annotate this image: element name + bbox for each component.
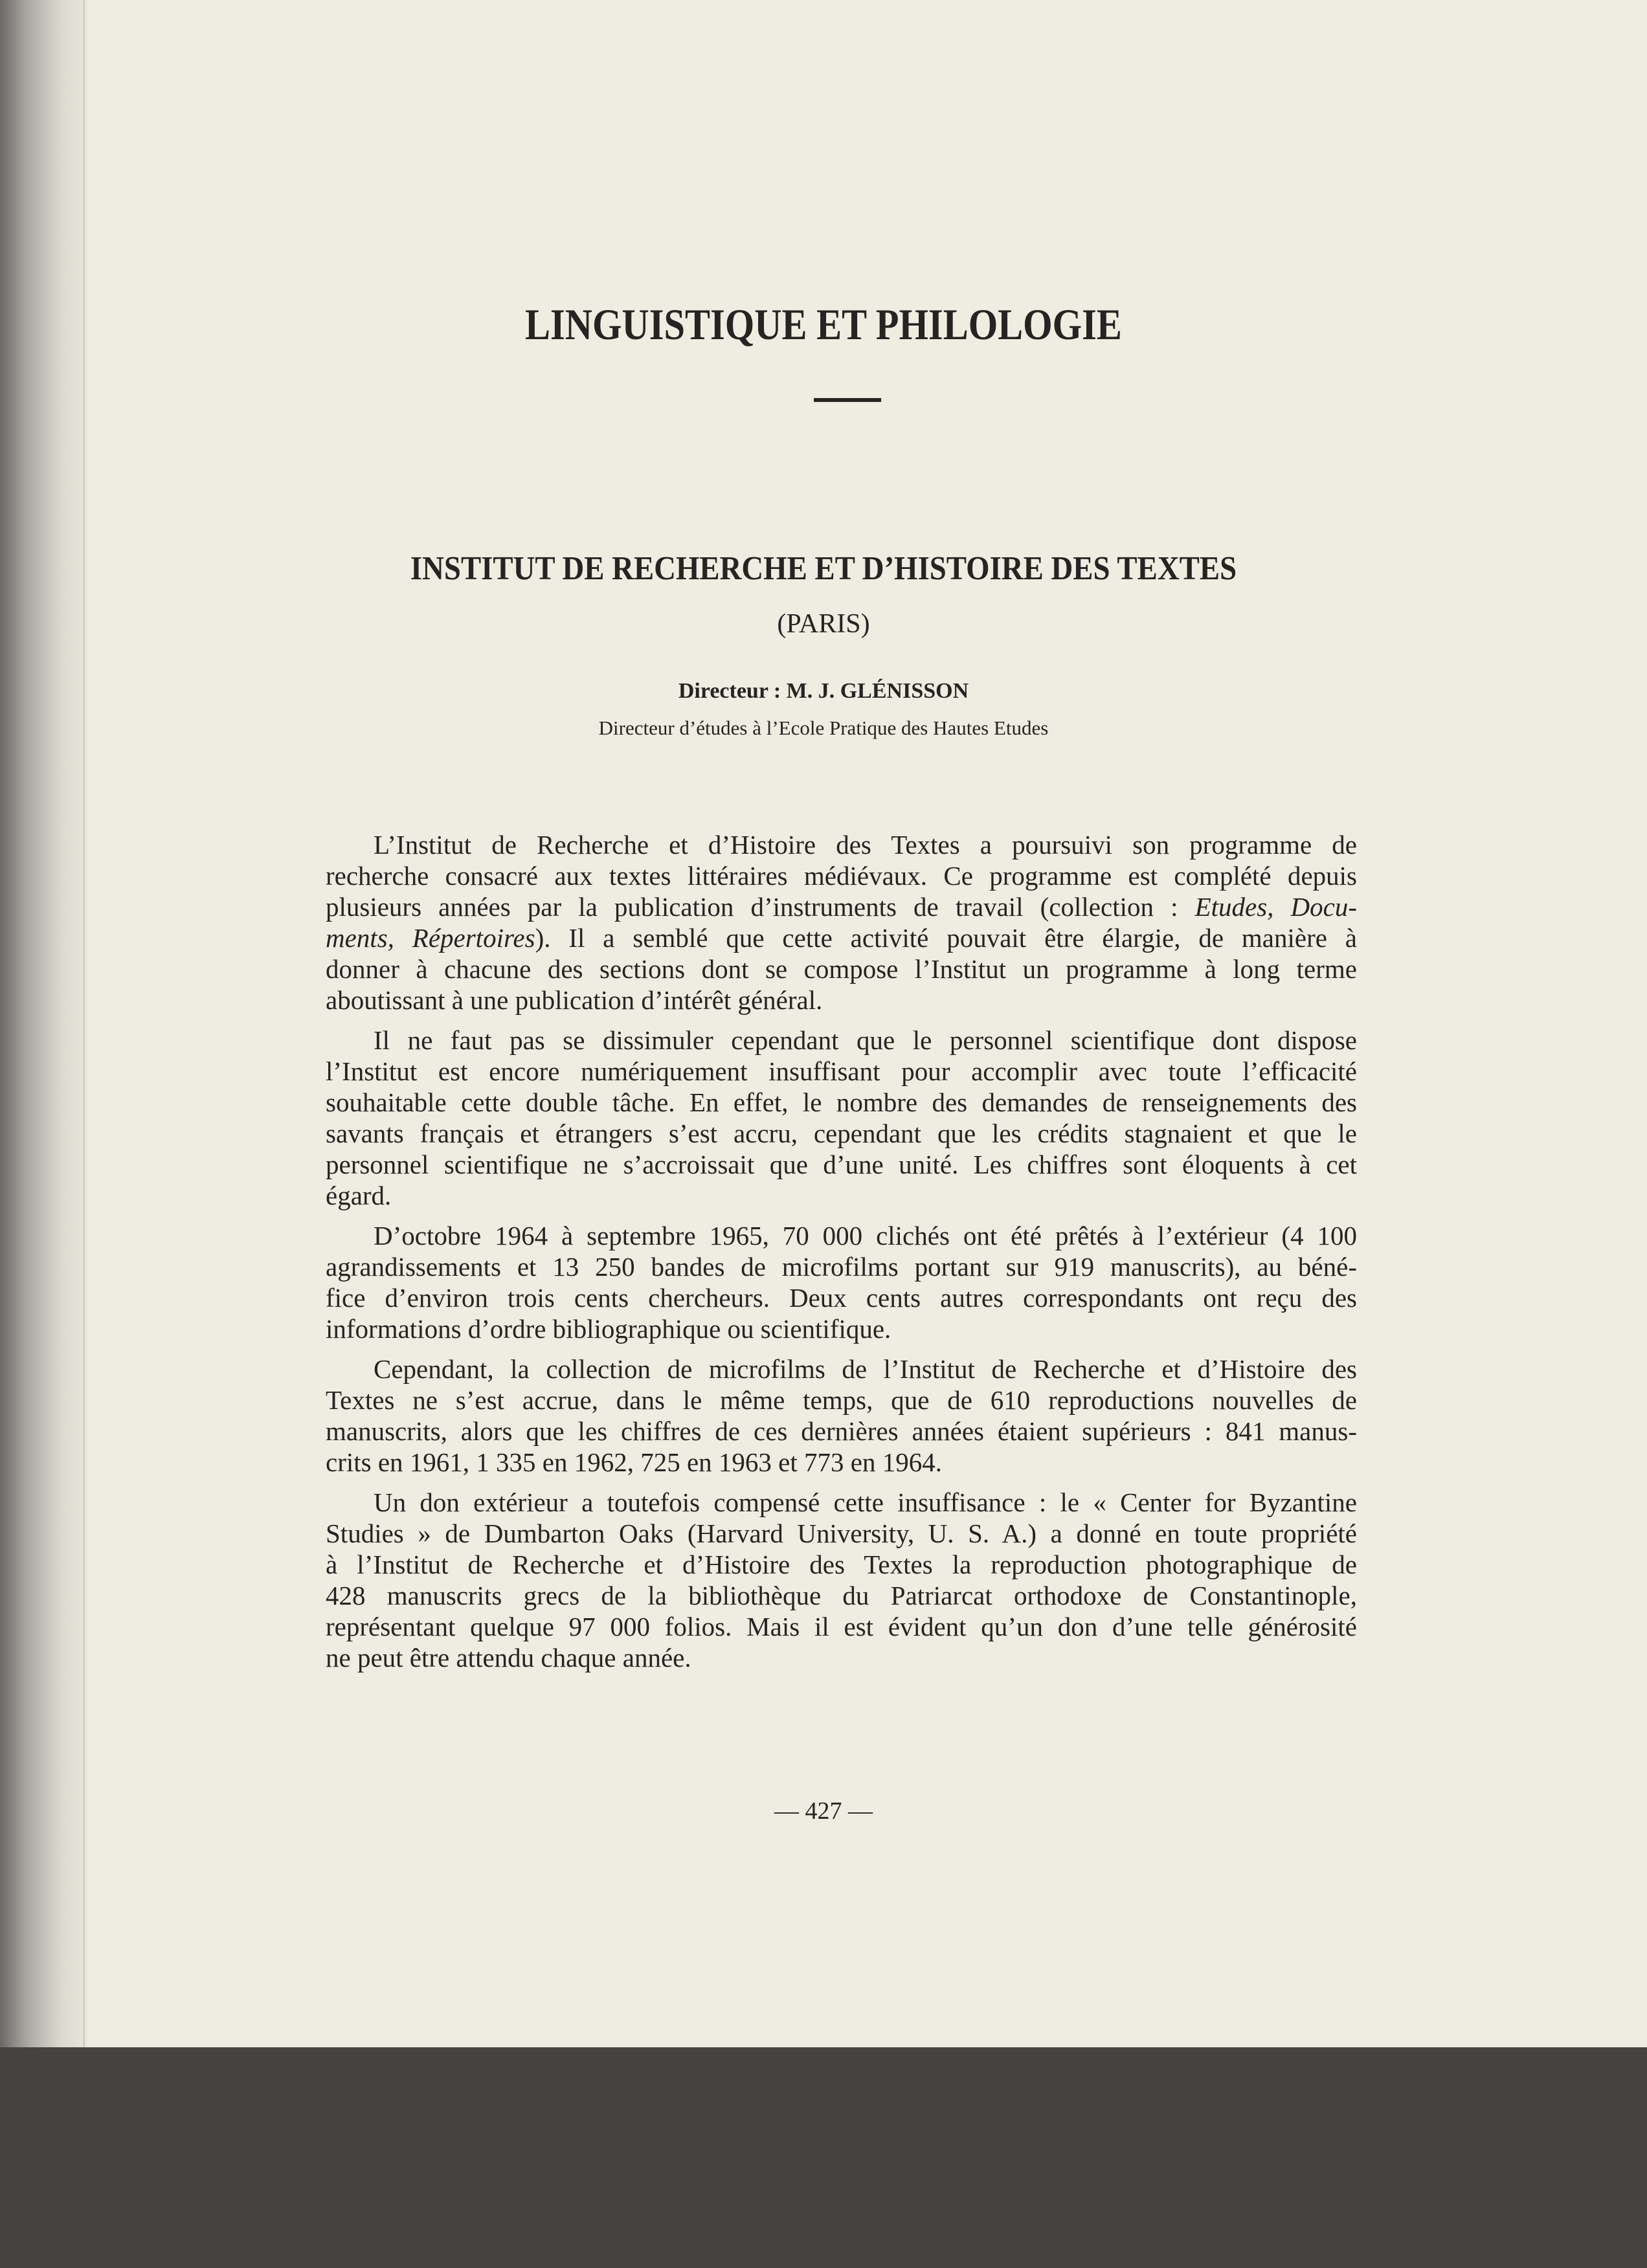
paragraph	[326, 1220, 1357, 1344]
text-line: ne peut être attendu chaque année.	[326, 1643, 691, 1673]
text-line: souhaitable cette double tâche. En effet, le nombre des demandes de renseignements des	[326, 1087, 1357, 1117]
paragraph	[326, 1353, 1357, 1478]
body-text	[326, 829, 1357, 1682]
text-line: savants français et étrangers s’est accru, cependant que les crédits stagnaient et que le	[326, 1118, 1357, 1148]
text-line: Studies » de Dumbarton Oaks (Harvard University, U. S. A.) a donné en toute propriété	[326, 1518, 1357, 1548]
director-line: Directeur : M. J. GLÉNISSON	[678, 679, 969, 703]
text-line: recherche consacré aux textes littéraires médiévaux. Ce programme est complété depuis	[326, 861, 1357, 891]
text-line: égard.	[326, 1181, 392, 1210]
text-line: D’octobre 1964 à septembre 1965, 70 000 clichés ont été prêtés à l’extérieur (4 100	[374, 1221, 1357, 1251]
text-segment: plusieurs années par la publication d’instruments de travail (collection :	[326, 892, 1195, 922]
text-line: fice d’environ trois cents chercheurs. Deux cents autres correspondants ont reçu des	[326, 1283, 1357, 1313]
italic-text: Etudes, Docu-	[1194, 892, 1357, 922]
text-line: 428 manuscrits grecs de la bibliothèque du Patriarcat orthodoxe de Constantinople,	[326, 1581, 1357, 1610]
text-line: représentant quelque 97 000 folios. Mais il est évident qu’un don d’une telle générosité	[326, 1612, 1357, 1641]
italic-text: ments, Répertoires	[326, 923, 535, 953]
text-line: Il ne faut pas se dissimuler cependant que le personnel scientifique dont dispose	[374, 1025, 1357, 1055]
text-line: L’Institut de Recherche et d’Histoire des Textes a poursuivi son programme de	[374, 830, 1357, 860]
text-line: donner à chacune des sections dont se compose l’Institut un programme à long terme	[326, 954, 1357, 984]
paragraph	[326, 1487, 1357, 1673]
text-segment: ). Il a semblé que cette activité pouvait être élargie, de manière à	[535, 923, 1357, 953]
scanner-background	[0, 2047, 1647, 2268]
text-line: l’Institut est encore numériquement insuffisant pour accomplir avec toute l’efficacité	[326, 1056, 1357, 1086]
text-line	[326, 891, 1357, 922]
page-number: — 427 —	[774, 1797, 873, 1825]
paragraph	[326, 829, 1357, 1016]
paragraph	[326, 1025, 1357, 1211]
institute-heading: INSTITUT DE RECHERCHE ET D’HISTOIRE DES TEXTES	[410, 550, 1237, 587]
text-line: aboutissant à une publication d’intérêt général.	[326, 985, 823, 1015]
text-line: informations d’ordre bibliographique ou scientifique.	[326, 1314, 891, 1344]
text-line: manuscrits, alors que les chiffres de ces dernières années étaient supérieurs : 841 manus-	[326, 1416, 1357, 1446]
text-line: Un don extérieur a toutefois compensé cette insuffisance : le « Center for Byzantine	[374, 1487, 1357, 1517]
text-line: personnel scientifique ne s’accroissait que d’une unité. Les chiffres sont éloquents à cet	[326, 1150, 1357, 1179]
section-title: LINGUISTIQUE ET PHILOLOGIE	[525, 300, 1122, 349]
text-line	[326, 922, 1357, 953]
institute-city: (PARIS)	[777, 609, 870, 639]
director-title: Directeur d’études à l’Ecole Pratique des Hautes Etudes	[598, 717, 1049, 739]
title-rule	[814, 398, 881, 402]
text-line: agrandissements et 13 250 bandes de microfilms portant sur 919 manuscrits), au béné-	[326, 1252, 1357, 1282]
text-line: crits en 1961, 1 335 en 1962, 725 en 1963 et 773 en 1964.	[326, 1447, 942, 1477]
text-line: Cependant, la collection de microfilms de l’Institut de Recherche et d’Histoire des	[374, 1354, 1357, 1384]
text-line: à l’Institut de Recherche et d’Histoire des Textes la reproduction photographique de	[326, 1550, 1357, 1579]
text-line: Textes ne s’est accrue, dans le même temps, que de 610 reproductions nouvelles de	[326, 1385, 1357, 1415]
